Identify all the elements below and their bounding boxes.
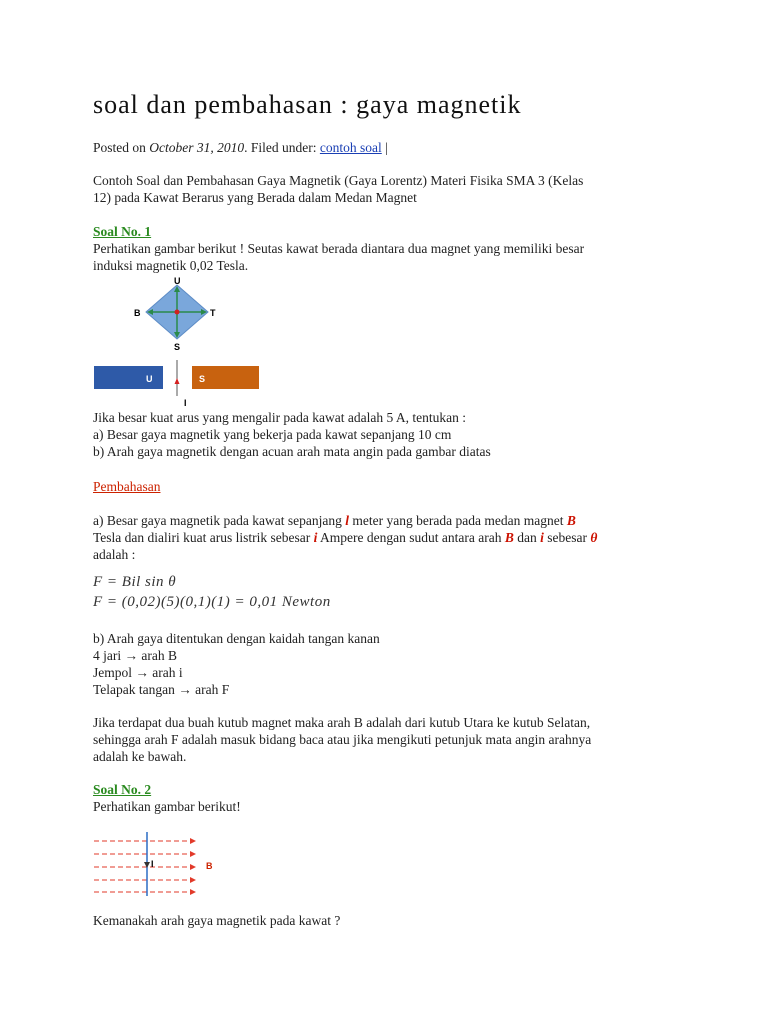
magnet-south-label: S — [199, 374, 206, 384]
soal2-heading: Soal No. 2 — [93, 782, 152, 797]
equation-2: F = (0,02)(5)(0,1)(1) = 0,01 Newton — [93, 594, 331, 610]
var-theta: θ — [590, 530, 598, 545]
current-label: I — [184, 398, 187, 408]
magnet-north-label: U — [146, 374, 153, 384]
soal1-questions — [93, 409, 491, 460]
category-link[interactable]: contoh soal — [319, 140, 382, 155]
rule-line: Telapak tangan → arah F — [93, 682, 230, 697]
post-meta — [93, 139, 388, 156]
soal2-text: Perhatikan gambar berikut! — [93, 799, 241, 814]
pembahasan-a-line1: a) Besar gaya magnetik pada kawat sepanjang l meter yang berada pada medan magnet B — [93, 513, 576, 528]
pembahasan-b — [93, 630, 380, 698]
rule-line: Jempol → arah i — [93, 665, 183, 680]
var-B2: B — [504, 530, 514, 545]
var-i2: i — [540, 530, 544, 545]
equation-1: F = Bil sin θ — [93, 574, 177, 590]
question-intro: Jika besar kuat arus yang mengalir pada kawat adalah 5 A, tentukan : — [93, 410, 466, 425]
intro-line: 12) pada Kawat Berarus yang Berada dalam Medan Magnet — [93, 190, 417, 205]
pembahasan-c — [93, 714, 591, 765]
magnet-north-block — [94, 366, 163, 389]
post-date: October 31, 2010 — [149, 140, 245, 155]
field-label: B — [206, 861, 213, 871]
question-a: a) Besar gaya magnetik yang bekerja pada kawat sepanjang 10 cm — [93, 427, 452, 442]
pembahasan-heading: Pembahasan — [93, 479, 161, 494]
label-north: U — [174, 276, 181, 286]
var-i: i — [313, 530, 318, 545]
field-arrow-icon — [190, 877, 196, 883]
rule-line: b) Arah gaya ditentukan dengan kaidah tangan kanan — [93, 631, 380, 646]
var-B: B — [566, 513, 576, 528]
posted-prefix: Posted on — [93, 140, 150, 155]
field-arrowheads — [190, 838, 196, 895]
compass-magnet-figure — [90, 274, 270, 410]
meta-separator: | — [381, 140, 388, 155]
field-arrow-icon — [190, 851, 196, 857]
var-l: l — [345, 513, 350, 528]
label-south: S — [174, 342, 181, 352]
conclusion-line: Jika terdapat dua buah kutub magnet maka arah B adalah dari kutub Utara ke kutub Selatan, — [93, 715, 591, 730]
compass-center-dot — [175, 310, 180, 315]
soal1-text — [93, 240, 584, 274]
soal1-line: induksi magnetik 0,02 Tesla. — [93, 258, 249, 273]
field-arrow-icon — [190, 864, 196, 870]
conclusion-line: sehingga arah F adalah masuk bidang baca atau jika mengikuti petunjuk mata angin arahnya — [93, 732, 592, 747]
label-west: B — [134, 308, 141, 318]
conclusion-line: adalah ke bawah. — [93, 749, 187, 764]
page-title: soal dan pembahasan : gaya magnetik — [93, 90, 522, 119]
current-arrow-icon — [175, 378, 180, 384]
pembahasan-a-line3: adalah : — [93, 547, 136, 562]
label-east: T — [210, 308, 216, 318]
field-wire-figure — [90, 832, 230, 896]
current-label: I — [151, 859, 154, 869]
soal1-heading: Soal No. 1 — [93, 224, 152, 239]
field-arrow-icon — [190, 889, 196, 895]
pembahasan-a — [93, 512, 597, 563]
soal1-line: Perhatikan gambar berikut ! Seutas kawat berada diantara dua magnet yang memiliki besar — [93, 241, 585, 256]
intro-paragraph — [93, 172, 583, 206]
magnetic-field-lines — [94, 841, 190, 892]
pembahasan-a-line2: Tesla dan dialiri kuat arus listrik sebesar i Ampere dengan sudut antara arah B dan i sebesar θ — [93, 530, 598, 545]
soal2-question: Kemanakah arah gaya magnetik pada kawat ? — [93, 913, 341, 928]
filed-under-text: . Filed under: — [244, 140, 320, 155]
intro-line: Contoh Soal dan Pembahasan Gaya Magnetik (Gaya Lorentz) Materi Fisika SMA 3 (Kelas — [93, 173, 584, 188]
question-b: b) Arah gaya magnetik dengan acuan arah mata angin pada gambar diatas — [93, 444, 491, 459]
rule-line: 4 jari → arah B — [93, 648, 177, 663]
field-arrow-icon — [190, 838, 196, 844]
